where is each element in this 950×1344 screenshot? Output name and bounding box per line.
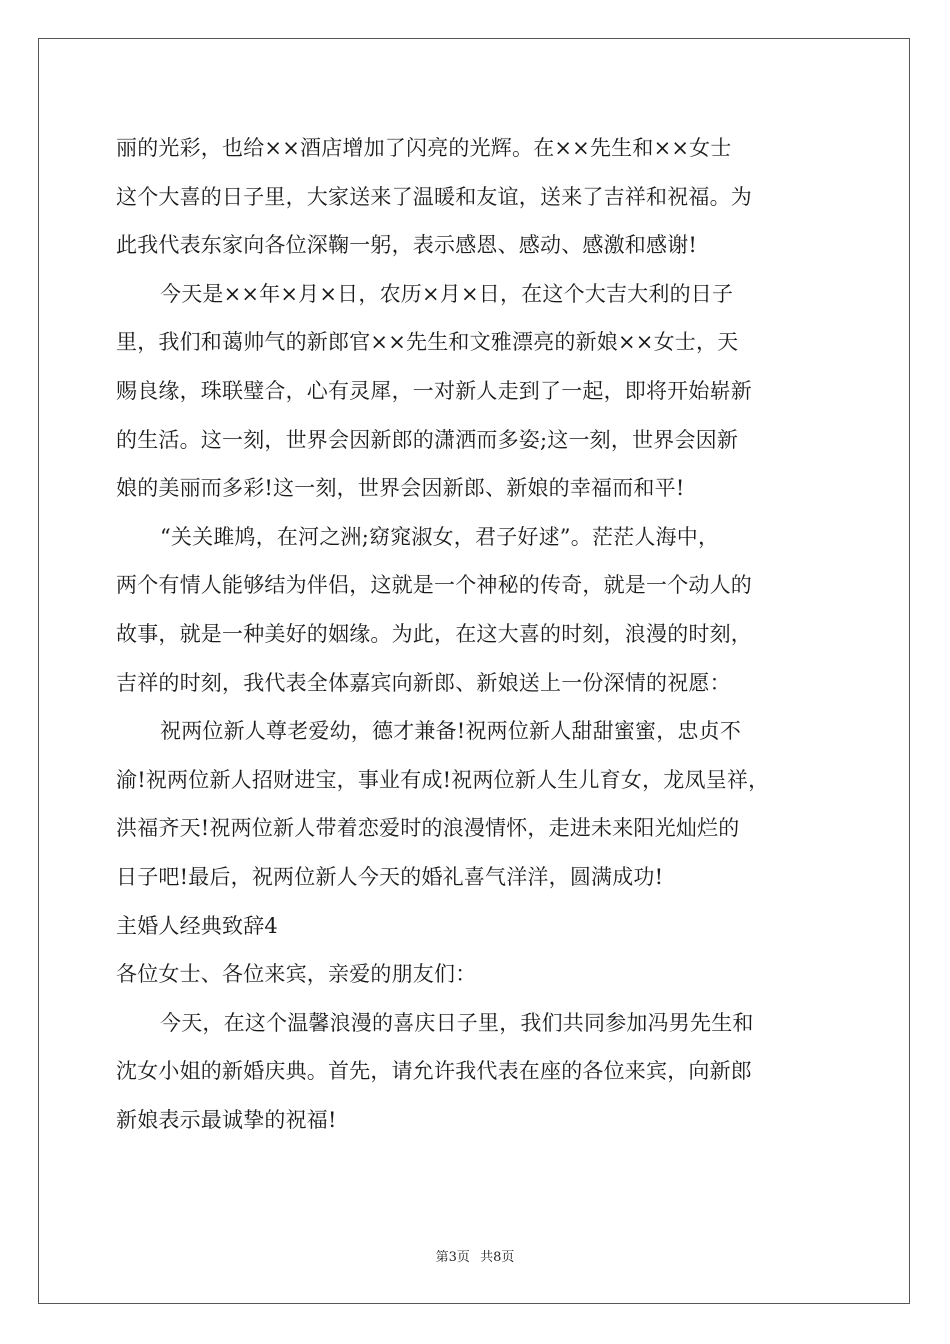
paragraph (116, 999, 836, 1145)
page-footer (0, 1246, 950, 1265)
text-line: 此我代表东家向各位深鞠一躬，表示感恩、感动、感激和感谢! (116, 233, 698, 258)
text-line: 吉祥的时刻，我代表全体嘉宾向新郎、新娘送上一份深情的祝愿： (116, 670, 731, 695)
salutation (116, 950, 836, 999)
text-line: 娘的美丽而多彩!这一刻，世界会因新郎、新娘的幸福而和平! (116, 476, 685, 501)
paragraph (116, 513, 836, 707)
text-line: 渝!祝两位新人招财进宝，事业有成!祝两位新人生儿育女，龙凤呈祥， (116, 767, 770, 792)
paragraph (116, 707, 836, 901)
text-line: 的生活。这一刻，世界会因新郎的潇洒而多姿;这一刻，世界会因新 (116, 427, 739, 452)
document-body (116, 124, 836, 1144)
text-line: 这个大喜的日子里，大家送来了温暖和友谊，送来了吉祥和祝福。为 (116, 184, 752, 209)
text-line: 日子吧!最后，祝两位新人今天的婚礼喜气洋洋，圆满成功! (116, 864, 664, 889)
text-line: 两个有情人能够结为伴侣，这就是一个神秘的传奇，就是一个动人的 (116, 573, 752, 598)
section-heading (116, 902, 836, 951)
page-total: 共8页 (480, 1250, 515, 1265)
page-number: 第3页 (435, 1250, 470, 1265)
text-line: 今天是××年×月×日，农历×月×日，在这个大吉大利的日子 (160, 281, 734, 306)
text-line: 赐良缘，珠联璧合，心有灵犀，一对新人走到了一起，即将开始崭新 (116, 378, 752, 403)
text-line: 里，我们和蔼帅气的新郎官××先生和文雅漂亮的新娘××女士，天 (116, 330, 739, 355)
text-line: 丽的光彩，也给××酒店增加了闪亮的光辉。在××先生和××女士 (116, 136, 732, 160)
text-line: 新娘表示最诚挚的祝福! (116, 1107, 337, 1132)
heading-text: 主婚人经典致辞4 (116, 913, 278, 938)
text-line: 今天，在这个温馨浪漫的喜庆日子里，我们共同参加冯男先生和 (160, 1010, 754, 1035)
paragraph (116, 124, 836, 270)
paragraph (116, 270, 836, 513)
text-line: 洪福齐天!祝两位新人带着恋爱时的浪漫情怀，走进未来阳光灿烂的 (116, 816, 740, 841)
text-line: “关关雎鸠，在河之洲;窈窕淑女，君子好逑”。茫茫人海中， (160, 524, 720, 549)
text-line: 故事，就是一种美好的姻缘。为此，在这大喜的时刻，浪漫的时刻， (116, 621, 752, 646)
text-line: 各位女士、各位来宾，亲爱的朋友们： (116, 962, 477, 987)
text-line: 祝两位新人尊老爱幼，德才兼备!祝两位新人甜甜蜜蜜，忠贞不 (160, 719, 742, 744)
text-line: 沈女小姐的新婚庆典。首先，请允许我代表在座的各位来宾，向新郎 (116, 1059, 752, 1084)
